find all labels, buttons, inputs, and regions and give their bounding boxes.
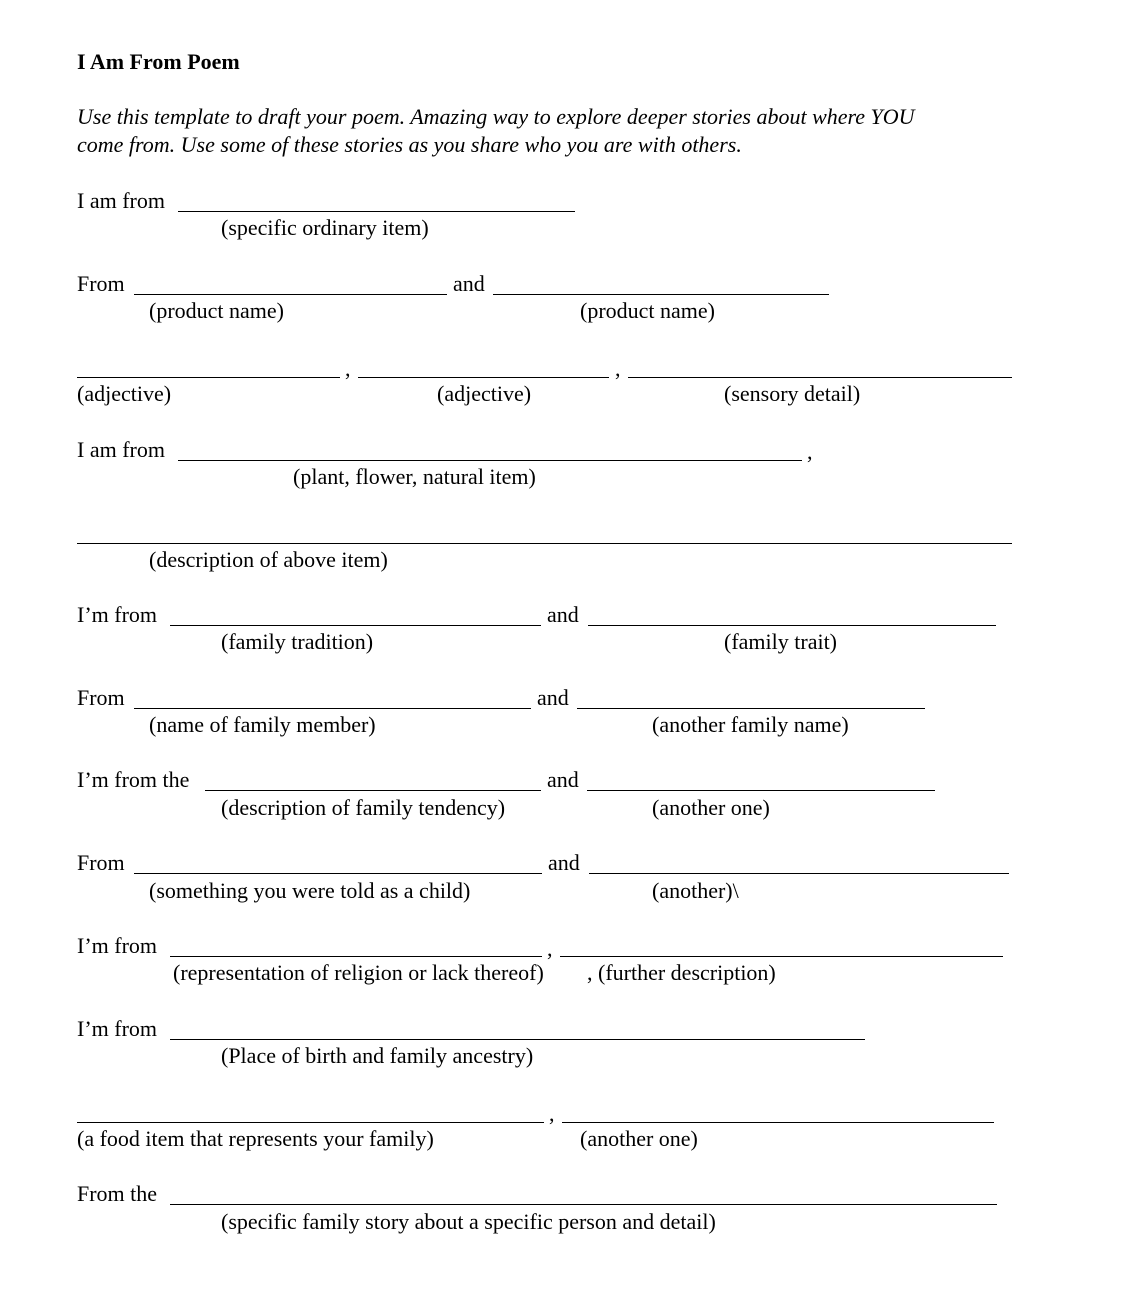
row11-blank[interactable]: [170, 1039, 865, 1040]
intro-line-1: Use this template to draft your poem. Amazing way to explore deeper stories about where YOU: [77, 104, 915, 129]
row2-prefix: From: [77, 271, 125, 296]
row12-blank-2[interactable]: [562, 1122, 994, 1123]
row10-hint-1: (representation of religion or lack thereof): [173, 960, 544, 985]
row9-prefix: From: [77, 850, 125, 875]
row9-hint-1: (something you were told as a child): [149, 878, 471, 903]
row6-blank-2[interactable]: [588, 625, 996, 626]
row12-sep: ,: [549, 1101, 555, 1126]
row3-blank-3[interactable]: [628, 377, 1012, 378]
row3-hint-3: (sensory detail): [724, 381, 861, 406]
row3-comma-1: ,: [345, 356, 351, 381]
row13-blank[interactable]: [170, 1204, 997, 1205]
row6-blank-1[interactable]: [170, 625, 541, 626]
row7-prefix: From: [77, 685, 125, 710]
row7-blank-2[interactable]: [577, 708, 925, 709]
row3-blank-2[interactable]: [358, 377, 609, 378]
row1-blank[interactable]: [178, 211, 575, 212]
row9-sep: and: [548, 850, 580, 875]
row3-hint-1: (adjective): [77, 381, 172, 406]
row10-blank-2[interactable]: [560, 956, 1003, 957]
row5-blank[interactable]: [77, 543, 1012, 544]
row9-hint-2: (another)\: [652, 878, 739, 903]
row10-blank-1[interactable]: [170, 956, 542, 957]
row12-blank-1[interactable]: [77, 1122, 544, 1123]
row6-hint-1: (family tradition): [221, 629, 374, 654]
row4-hint: (plant, flower, natural item): [293, 464, 536, 489]
row10-sep: ,: [547, 936, 553, 961]
row12-hint-1: (a food item that represents your family): [77, 1126, 434, 1151]
row9-blank-2[interactable]: [589, 873, 1009, 874]
row4-suffix: ,: [807, 439, 813, 464]
row8-prefix: I’m from the: [77, 767, 190, 792]
page-title: I Am From Poem: [77, 49, 240, 74]
row2-hint-2: (product name): [580, 298, 715, 323]
row2-sep: and: [453, 271, 485, 296]
intro-line-2: come from. Use some of these stories as you share who you are with others.: [77, 132, 742, 157]
row1-prefix: I am from: [77, 188, 165, 213]
row6-sep: and: [547, 602, 579, 627]
row11-prefix: I’m from: [77, 1016, 158, 1041]
row6-prefix: I’m from: [77, 602, 158, 627]
row9-blank-1[interactable]: [134, 873, 542, 874]
row8-hint-2: (another one): [652, 795, 770, 820]
row10-hint-2: , (further description): [587, 960, 776, 985]
row4-blank[interactable]: [178, 460, 802, 461]
row4-prefix: I am from: [77, 437, 165, 462]
row3-comma-2: ,: [615, 356, 621, 381]
row3-hint-2: (adjective): [437, 381, 532, 406]
row13-prefix: From the: [77, 1181, 158, 1206]
row7-blank-1[interactable]: [134, 708, 531, 709]
row10-prefix: I’m from: [77, 933, 158, 958]
row1-hint: (specific ordinary item): [221, 215, 429, 240]
row8-blank-1[interactable]: [205, 790, 541, 791]
row7-sep: and: [537, 685, 569, 710]
row8-blank-2[interactable]: [587, 790, 935, 791]
row2-hint-1: (product name): [149, 298, 284, 323]
row8-sep: and: [547, 767, 579, 792]
row2-blank-2[interactable]: [493, 294, 829, 295]
row2-blank-1[interactable]: [134, 294, 447, 295]
row8-hint-1: (description of family tendency): [221, 795, 506, 820]
row13-hint: (specific family story about a specific person and detail): [221, 1209, 716, 1234]
row12-hint-2: (another one): [580, 1126, 698, 1151]
row3-blank-1[interactable]: [77, 377, 340, 378]
row5-hint: (description of above item): [149, 547, 388, 572]
row7-hint-1: (name of family member): [149, 712, 376, 737]
row6-hint-2: (family trait): [724, 629, 838, 654]
row7-hint-2: (another family name): [652, 712, 849, 737]
row11-hint: (Place of birth and family ancestry): [221, 1043, 534, 1068]
